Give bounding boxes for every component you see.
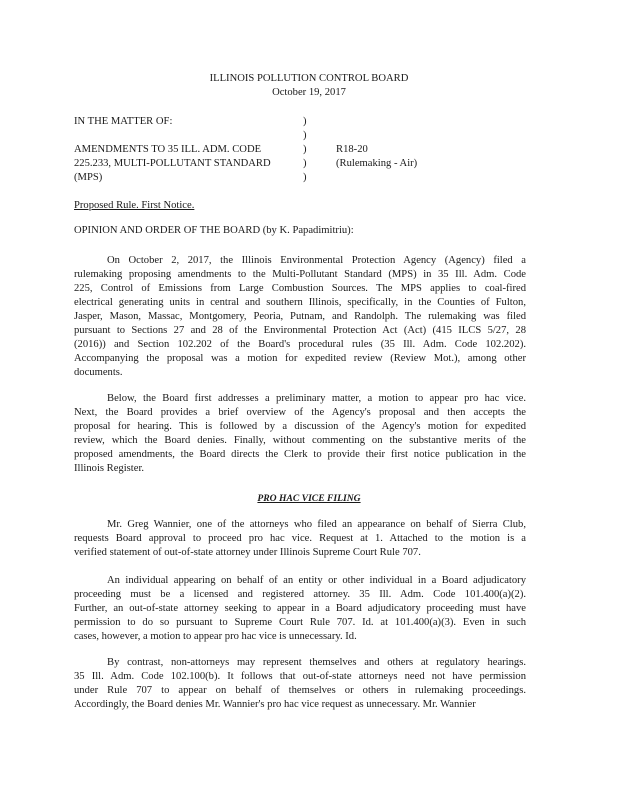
caption-subject-line: 225.233, MULTI-POLLUTANT STANDARD <box>74 158 271 169</box>
paragraph-line: Further, an out-of-state attorney seeking to appear in a Board adjudicatory proceeding must have <box>74 603 526 614</box>
paragraph-line: rulemaking proposing amendments to the Multi-Pollutant Standard (MPS) in 35 Ill. Adm. Code <box>74 269 526 280</box>
paragraph-line: requests Board approval to proceed pro hac vice. Request at 1. Attached to the motion is a <box>74 533 526 544</box>
paragraph-line: documents. <box>74 367 123 378</box>
paragraph-line: proposal for hearing. This is followed by a discussion of the Agency's motion for expedited <box>74 421 526 432</box>
caption-paren: ) <box>303 172 307 183</box>
paragraph-line: Mr. Greg Wannier, one of the attorneys who filed an appearance on behalf of Sierra Club, <box>107 519 526 530</box>
paragraph-line: cases, however, a motion to appear pro hac vice is unnecessary. Id. <box>74 631 357 642</box>
docket-type: (Rulemaking - Air) <box>336 158 418 169</box>
paragraph-line: verified statement of out-of-state attorney under Illinois Supreme Court Rule 707. <box>74 547 421 558</box>
caption-paren: ) <box>303 144 307 155</box>
caption-subject-line: AMENDMENTS TO 35 ILL. ADM. CODE <box>74 144 262 155</box>
in-the-matter: IN THE MATTER OF: <box>74 116 173 127</box>
caption-subject-line: (MPS) <box>74 172 103 183</box>
caption-paren: ) <box>303 158 307 169</box>
section-heading: PRO HAC VICE FILING <box>257 493 361 504</box>
caption-paren: ) <box>303 130 307 141</box>
paragraph-line: under Rule 707 to appear on behalf of themselves or others in rulemaking proceedings. <box>74 685 526 696</box>
paragraph-line: review, which the Board denies. Finally, without commenting on the substantive merits of the <box>74 435 526 446</box>
paragraph-line: Below, the Board first addresses a preliminary matter, a motion to appear pro hac vice. <box>107 393 526 404</box>
paragraph-line: 225, Control of Emissions from Large Combustion Sources. The MPS applies to coal-fired <box>74 283 526 294</box>
caption-paren: ) <box>303 116 307 127</box>
paragraph-line: electrical generating units in central and southern Illinois, specifically, in the Counties of Fulton, <box>74 297 526 308</box>
proposed-rule-line: Proposed Rule. First Notice. <box>74 200 195 211</box>
paragraph-line: On October 2, 2017, the Illinois Environmental Protection Agency (Agency) filed a <box>107 255 526 266</box>
paragraph-line: Next, the Board provides a brief overview of the Agency's proposal and then accepts the <box>74 407 526 418</box>
opinion-heading: OPINION AND ORDER OF THE BOARD (by K. Papadimitriu): <box>74 225 354 236</box>
paragraph-line: Accompanying the proposal was a motion for expedited review (Review Mot.), among other <box>74 353 526 364</box>
paragraph-line: (2016)) and Section 102.202 of the Board's procedural rules (35 Ill. Adm. Code 102.202). <box>74 339 526 350</box>
paragraph-line: permission to do so pursuant to Supreme Court Rule 707. Id. at 101.400(a)(3). Even in such <box>74 617 526 628</box>
docket-number: R18-20 <box>336 144 368 155</box>
paragraph-line: proceeding must be a licensed and registered attorney. 35 Ill. Adm. Code 101.400(a)(2). <box>74 589 526 600</box>
paragraph-line: proposed amendments, the Board directs the Clerk to provide their first notice publication in the <box>74 449 526 460</box>
paragraph-line: Accordingly, the Board denies Mr. Wannier's pro hac vice request as unnecessary. Mr. Wannier <box>74 699 476 710</box>
document-date: October 19, 2017 <box>272 87 346 98</box>
board-title: ILLINOIS POLLUTION CONTROL BOARD <box>209 73 409 84</box>
paragraph-line: 35 Ill. Adm. Code 102.100(b). It follows that out-of-state attorneys need not have permission <box>74 671 526 682</box>
paragraph-line: By contrast, non-attorneys may represent themselves and others at regulatory hearings. <box>107 657 526 668</box>
paragraph-line: Illinois Register. <box>74 463 145 474</box>
paragraph-line: An individual appearing on behalf of an entity or other individual in a Board adjudicatory <box>107 575 526 586</box>
paragraph-line: Jasper, Mason, Massac, Montgomery, Peoria, Putnam, and Randolph. The rulemaking was filed <box>74 311 526 322</box>
paragraph-line: pursuant to Sections 27 and 28 of the Environmental Protection Act (Act) (415 ILCS 5/27, 28 <box>74 325 526 336</box>
